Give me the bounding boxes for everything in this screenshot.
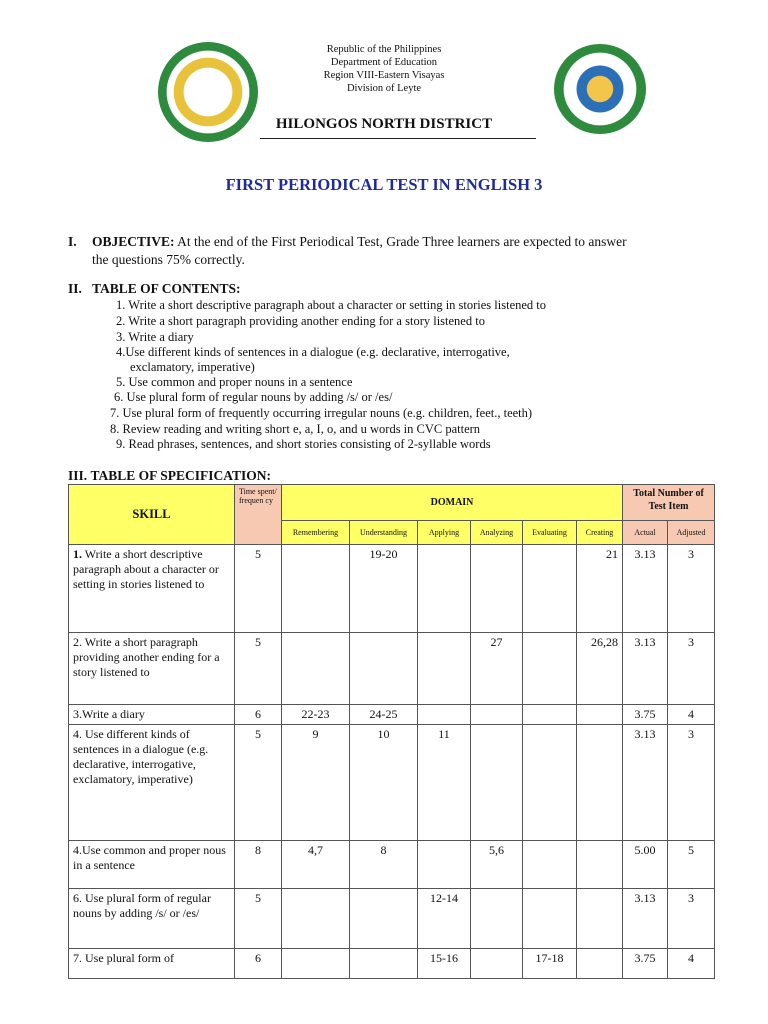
actual-cell: 3.13	[623, 545, 668, 633]
remembering-cell	[282, 949, 350, 979]
skill-cell	[69, 841, 235, 889]
contents-num: II.	[68, 281, 82, 296]
applying-cell: 12-14	[418, 889, 471, 949]
time-cell: 5	[235, 725, 282, 841]
actual-cell: 3.13	[623, 725, 668, 841]
remembering-cell: 22-23	[282, 705, 350, 725]
evaluating-cell	[523, 633, 577, 705]
actual-cell: 3.75	[623, 705, 668, 725]
contents-item-2: 2. Write a short paragraph providing another ending for a story listened to	[116, 314, 485, 328]
creating-cell: 26,28	[577, 633, 623, 705]
specification-heading: III. TABLE OF SPECIFICATION:	[68, 468, 272, 483]
table-row	[69, 705, 715, 725]
actual-cell: 3.75	[623, 949, 668, 979]
understanding-cell	[350, 949, 418, 979]
time-cell: 8	[235, 841, 282, 889]
creating-cell	[577, 841, 623, 889]
objective-text: At the end of the First Periodical Test, Grade Three learners are expected to answer	[174, 234, 627, 249]
actual-cell: 3.13	[623, 633, 668, 705]
applying-cell	[418, 841, 471, 889]
adjusted-cell: 3	[668, 889, 715, 949]
understanding-cell: 8	[350, 841, 418, 889]
remembering-cell: 4,7	[282, 841, 350, 889]
time-cell: 6	[235, 705, 282, 725]
header-line-region: Region VIII-Eastern Visayas	[323, 70, 445, 81]
analyzing-cell	[471, 705, 523, 725]
header-understanding: Understanding	[350, 521, 418, 545]
header-total-items: Total Number of Test Item	[623, 485, 715, 521]
analyzing-cell	[471, 725, 523, 841]
contents-item-7: 7. Use plural form of frequently occurring irregular nouns (e.g. children, feet., teeth)	[110, 406, 533, 420]
header-adjusted: Adjusted	[668, 521, 715, 545]
header-line-division: Division of Leyte	[346, 83, 422, 94]
skill-cell	[69, 545, 235, 633]
creating-cell: 21	[577, 545, 623, 633]
contents-item-9: 9. Read phrases, sentences, and short stories consisting of 2-syllable words	[116, 437, 491, 451]
district-name: HILONGOS NORTH DISTRICT	[275, 116, 493, 132]
specification-table	[68, 484, 715, 979]
underline-divider	[260, 138, 536, 139]
evaluating-cell	[523, 705, 577, 725]
analyzing-cell	[471, 545, 523, 633]
contents-item-8: 8. Review reading and writing short e, a, I, o, and u words in CVC pattern	[110, 422, 481, 436]
applying-cell: 11	[418, 725, 471, 841]
table-row	[69, 725, 715, 841]
adjusted-cell: 3	[668, 545, 715, 633]
contents-item-1: 1. Write a short descriptive paragraph about a character or setting in stories listened to	[116, 298, 547, 312]
understanding-cell	[350, 633, 418, 705]
skill-text: 7. Use plural form of	[73, 951, 174, 965]
objective-label: OBJECTIVE:	[92, 234, 175, 249]
table-row	[69, 545, 715, 633]
remembering-cell	[282, 633, 350, 705]
skill-cell	[69, 725, 235, 841]
skill-text: 4. Use different kinds of sentences in a dialogue (e.g. declarative, interrogative, exclamatory, imperative)	[73, 727, 209, 786]
contents-item-4-cont: exclamatory, imperative)	[130, 360, 255, 374]
header-skill: SKILL	[69, 485, 235, 545]
time-cell: 5	[235, 889, 282, 949]
remembering-cell	[282, 889, 350, 949]
adjusted-cell: 3	[668, 725, 715, 841]
analyzing-cell: 27	[471, 633, 523, 705]
analyzing-cell	[471, 949, 523, 979]
table-row	[69, 889, 715, 949]
objective-line1	[92, 233, 732, 250]
analyzing-cell: 5,6	[471, 841, 523, 889]
time-cell: 5	[235, 545, 282, 633]
header-actual: Actual	[623, 521, 668, 545]
understanding-cell: 10	[350, 725, 418, 841]
contents-item-6: 6. Use plural form of regular nouns by adding /s/ or /es/	[114, 390, 393, 404]
skill-text: Write a short descriptive paragraph about a character or setting in stories listened to	[73, 547, 219, 591]
header-remembering: Remembering	[282, 521, 350, 545]
skill-text: 3.Write a diary	[73, 707, 145, 721]
time-cell: 5	[235, 633, 282, 705]
table-row	[69, 841, 715, 889]
applying-cell: 15-16	[418, 949, 471, 979]
header-line-republic: Republic of the Philippines	[326, 44, 442, 55]
skill-text: 4.Use common and proper nous in a sentence	[73, 843, 226, 872]
creating-cell	[577, 949, 623, 979]
test-title: FIRST PERIODICAL TEST IN ENGLISH 3	[225, 175, 543, 194]
adjusted-cell: 5	[668, 841, 715, 889]
objective-num: I.	[68, 234, 77, 249]
understanding-cell	[350, 889, 418, 949]
applying-cell	[418, 633, 471, 705]
skill-cell	[69, 949, 235, 979]
table-row	[69, 949, 715, 979]
evaluating-cell	[523, 725, 577, 841]
evaluating-cell: 17-18	[523, 949, 577, 979]
adjusted-cell: 3	[668, 633, 715, 705]
skill-cell	[69, 889, 235, 949]
creating-cell	[577, 725, 623, 841]
skill-text: 2. Write a short paragraph providing another ending for a story listened to	[73, 635, 220, 679]
contents-item-3: 3. Write a diary	[116, 330, 194, 344]
table-row	[69, 633, 715, 705]
actual-cell: 3.13	[623, 889, 668, 949]
adjusted-cell: 4	[668, 949, 715, 979]
header-analyzing: Analyzing	[471, 521, 523, 545]
time-cell: 6	[235, 949, 282, 979]
evaluating-cell	[523, 545, 577, 633]
header-domain: DOMAIN	[282, 485, 623, 521]
skill-cell	[69, 633, 235, 705]
evaluating-cell	[523, 889, 577, 949]
skill-text: 6. Use plural form of regular nouns by adding /s/ or /es/	[73, 891, 211, 920]
skill-number: 1.	[73, 547, 82, 561]
actual-cell: 5.00	[623, 841, 668, 889]
contents-item-5: 5. Use common and proper nouns in a sentence	[116, 375, 353, 389]
remembering-cell	[282, 545, 350, 633]
applying-cell	[418, 705, 471, 725]
understanding-cell: 19-20	[350, 545, 418, 633]
creating-cell	[577, 705, 623, 725]
creating-cell	[577, 889, 623, 949]
adjusted-cell: 4	[668, 705, 715, 725]
header-creating: Creating	[577, 521, 623, 545]
header-time-spent: Time spent/ frequen cy	[235, 485, 282, 545]
objective-line2: the questions 75% correctly.	[92, 252, 245, 267]
header-applying: Applying	[418, 521, 471, 545]
remembering-cell: 9	[282, 725, 350, 841]
evaluating-cell	[523, 841, 577, 889]
skill-cell	[69, 705, 235, 725]
contents-item-4: 4.Use different kinds of sentences in a dialogue (e.g. declarative, interrogative,	[116, 345, 510, 359]
header-line-department: Department of Education	[330, 57, 438, 68]
contents-heading: TABLE OF CONTENTS:	[92, 281, 241, 296]
header-evaluating: Evaluating	[523, 521, 577, 545]
understanding-cell: 24-25	[350, 705, 418, 725]
analyzing-cell	[471, 889, 523, 949]
applying-cell	[418, 545, 471, 633]
